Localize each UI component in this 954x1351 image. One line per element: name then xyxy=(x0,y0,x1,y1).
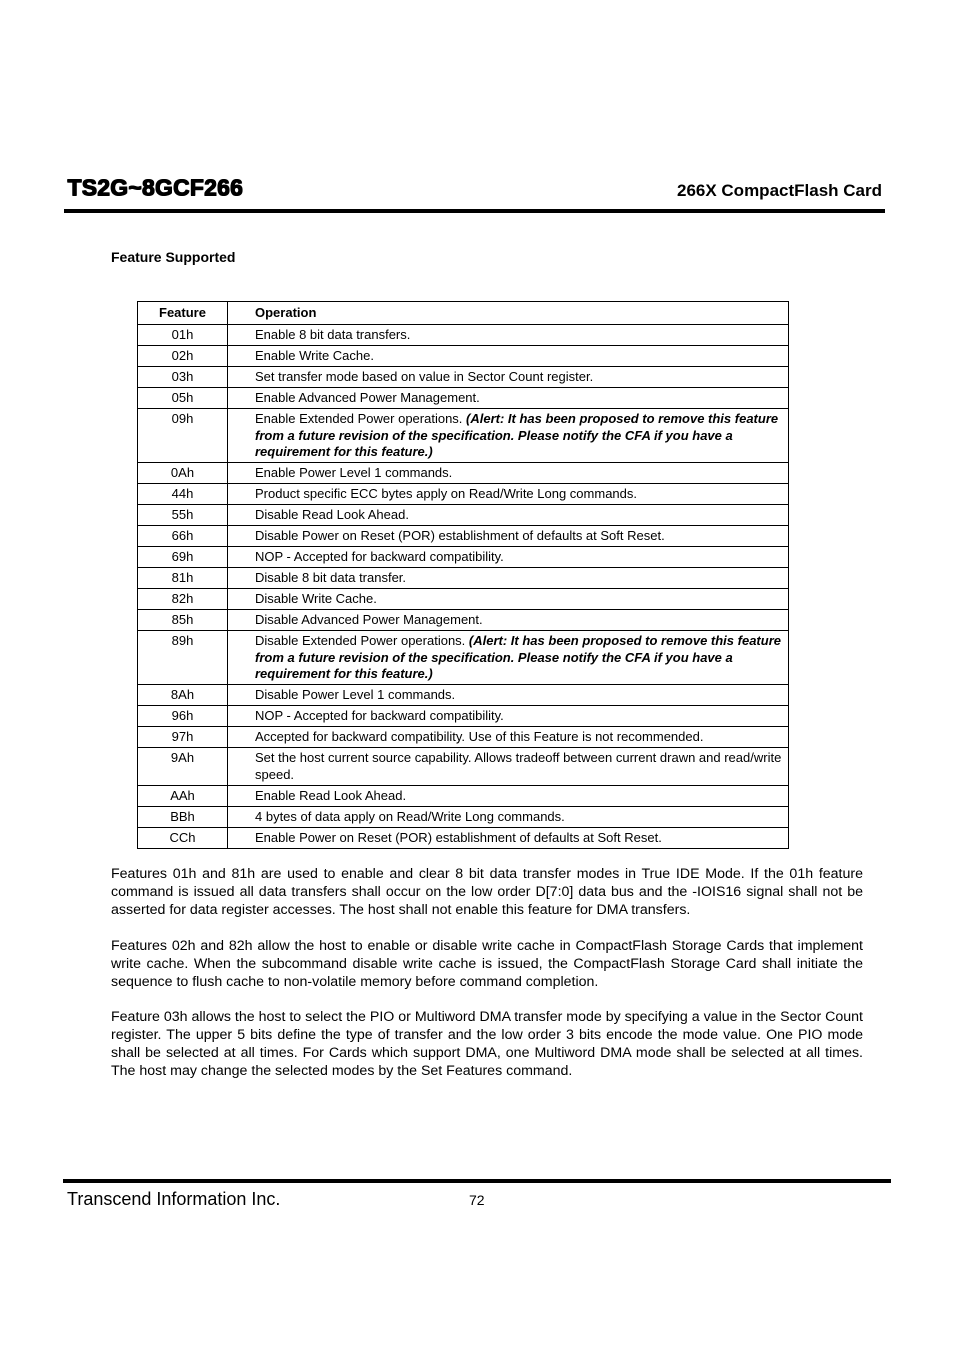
feature-code-cell: 44h xyxy=(138,484,228,505)
table-row xyxy=(138,610,789,631)
operation-text: Set the host current source capability. Allows tradeoff between current drawn and read/write speed. xyxy=(255,750,782,782)
feature-table xyxy=(137,301,789,849)
feature-code-cell: 66h xyxy=(138,526,228,547)
header-operation: Operation xyxy=(228,302,789,325)
feature-code-cell: 69h xyxy=(138,547,228,568)
feature-code-cell: 96h xyxy=(138,706,228,727)
operation-text: Disable Write Cache. xyxy=(255,591,377,606)
operation-cell xyxy=(228,748,789,786)
table-row xyxy=(138,367,789,388)
operation-text: 4 bytes of data apply on Read/Write Long commands. xyxy=(255,809,565,824)
feature-code-cell: 85h xyxy=(138,610,228,631)
feature-table-body xyxy=(138,325,789,849)
page-number: 72 xyxy=(469,1192,485,1208)
operation-cell xyxy=(228,610,789,631)
feature-code-cell: AAh xyxy=(138,786,228,807)
feature-code-cell: 97h xyxy=(138,727,228,748)
operation-text: Disable 8 bit data transfer. xyxy=(255,570,407,585)
feature-code-cell: BBh xyxy=(138,807,228,828)
operation-text: Product specific ECC bytes apply on Read/Write Long commands. xyxy=(255,486,637,501)
operation-cell xyxy=(228,727,789,748)
table-row xyxy=(138,589,789,610)
table-header-row xyxy=(138,302,789,325)
feature-code-cell: 82h xyxy=(138,589,228,610)
operation-cell xyxy=(228,786,789,807)
feature-code-cell: 09h xyxy=(138,409,228,463)
feature-code-cell: 03h xyxy=(138,367,228,388)
operation-cell xyxy=(228,589,789,610)
feature-code-cell: 05h xyxy=(138,388,228,409)
operation-cell xyxy=(228,484,789,505)
operation-cell xyxy=(228,685,789,706)
table-row xyxy=(138,463,789,484)
operation-text: Enable Power Level 1 commands. xyxy=(255,465,453,480)
operation-text: Enable Read Look Ahead. xyxy=(255,788,407,803)
footer-rule xyxy=(63,1179,891,1183)
feature-code-cell: 8Ah xyxy=(138,685,228,706)
alert-note: (Alert: It has been proposed to remove this feature from a future revision of the specification. Please notify the CFA if you have a requirement for this feature.) xyxy=(255,411,779,459)
table-row xyxy=(138,685,789,706)
table-row xyxy=(138,409,789,463)
operation-cell xyxy=(228,325,789,346)
operation-text: NOP - Accepted for backward compatibility. xyxy=(255,549,504,564)
paragraph-feature-03h: Feature 03h allows the host to select the PIO or Multiword DMA transfer mode by specifying a value in the Sector Count register. The upper 5 bits define the type of transfer and the low order 3 bits encode the mode value. One PIO mode shall be selected at all times. For Cards which support DMA, one Multiword DMA mode shall be selected at all times. The host may change the selected modes by the Set Features command. xyxy=(111,1009,863,1079)
operation-text: Disable Read Look Ahead. xyxy=(255,507,409,522)
feature-code-cell: 01h xyxy=(138,325,228,346)
header-rule xyxy=(64,209,885,213)
table-row xyxy=(138,505,789,526)
feature-code-cell: 0Ah xyxy=(138,463,228,484)
table-row xyxy=(138,828,789,849)
header-feature: Feature xyxy=(138,302,228,325)
feature-code-cell: 02h xyxy=(138,346,228,367)
paragraph-features-01h-81h: Features 01h and 81h are used to enable and clear 8 bit data transfer modes in True IDE Mode. If the 01h feature command is issued all data transfers shall occur on the low order D[7:0] data bus and the -IOIS16 signal shall not be asserted for data register accesses. The host shall not enable this feature for DMA transfers. xyxy=(111,866,863,918)
operation-cell xyxy=(228,463,789,484)
operation-cell xyxy=(228,807,789,828)
table-row xyxy=(138,346,789,367)
operation-cell xyxy=(228,367,789,388)
operation-text: Accepted for backward compatibility. Use of this Feature is not recommended. xyxy=(255,729,704,744)
table-row xyxy=(138,786,789,807)
table-row xyxy=(138,325,789,346)
table-row xyxy=(138,706,789,727)
table-row xyxy=(138,484,789,505)
operation-cell xyxy=(228,706,789,727)
paragraph-features-02h-82h: Features 02h and 82h allow the host to enable or disable write cache in CompactFlash Storage Cards that implement write cache. When the subcommand disable write cache is issued, the CompactFlash Storage Card shall initiate the sequence to flush cache to non-volatile memory before command completion. xyxy=(111,938,863,990)
operation-text: Disable Power on Reset (POR) establishment of defaults at Soft Reset. xyxy=(255,528,665,543)
operation-text: Disable Power Level 1 commands. xyxy=(255,687,456,702)
operation-cell xyxy=(228,631,789,685)
feature-code-cell: 89h xyxy=(138,631,228,685)
table-row xyxy=(138,727,789,748)
operation-text: Disable Extended Power operations. xyxy=(255,633,466,648)
operation-text: NOP - Accepted for backward compatibility. xyxy=(255,708,504,723)
operation-cell xyxy=(228,547,789,568)
footer-company: Transcend Information Inc. xyxy=(67,1189,281,1209)
feature-code-cell: 55h xyxy=(138,505,228,526)
feature-code-cell: 9Ah xyxy=(138,748,228,786)
operation-cell xyxy=(228,828,789,849)
table-row xyxy=(138,526,789,547)
operation-text: Disable Advanced Power Management. xyxy=(255,612,483,627)
table-row xyxy=(138,807,789,828)
header-subtitle: 266X CompactFlash Card xyxy=(676,181,882,200)
operation-cell xyxy=(228,346,789,367)
operation-text: Enable Write Cache. xyxy=(255,348,374,363)
operation-text: Enable Advanced Power Management. xyxy=(255,390,480,405)
operation-cell xyxy=(228,388,789,409)
feature-code-cell: 81h xyxy=(138,568,228,589)
table-row xyxy=(138,568,789,589)
feature-code-cell: CCh xyxy=(138,828,228,849)
table-row xyxy=(138,388,789,409)
header-product-title: TS2G~8GCF266 xyxy=(67,174,243,200)
operation-text: Enable Extended Power operations. xyxy=(255,411,463,426)
operation-cell xyxy=(228,568,789,589)
operation-cell xyxy=(228,409,789,463)
table-row xyxy=(138,631,789,685)
operation-text: Enable Power on Reset (POR) establishment of defaults at Soft Reset. xyxy=(255,830,662,845)
table-row xyxy=(138,547,789,568)
operation-text: Enable 8 bit data transfers. xyxy=(255,327,411,342)
alert-note: (Alert: It has been proposed to remove this feature from a future revision of the specification. Please notify the CFA if you have a requirement for this feature.) xyxy=(255,633,781,681)
section-title: Feature Supported xyxy=(111,249,236,265)
operation-cell xyxy=(228,505,789,526)
table-row xyxy=(138,748,789,786)
operation-text: Set transfer mode based on value in Sector Count register. xyxy=(255,369,594,384)
operation-cell xyxy=(228,526,789,547)
